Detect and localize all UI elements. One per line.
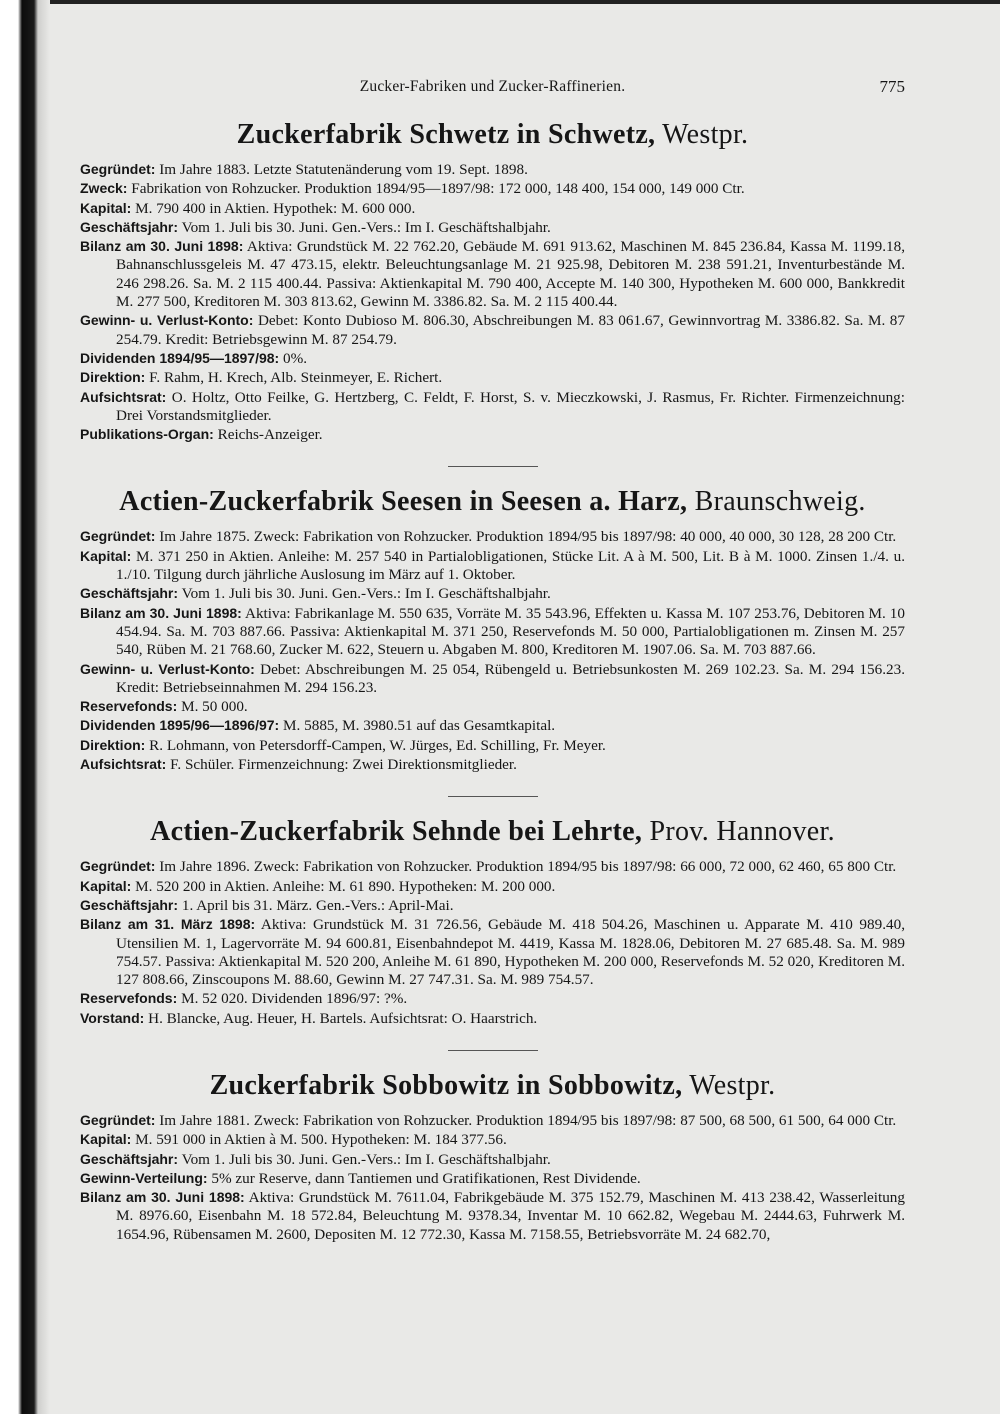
entry-label: Direktion: — [80, 369, 146, 386]
entry-text: O. Holtz, Otto Feilke, G. Hertzberg, C. Feldt, F. Horst, S. v. Mieczkowski, J. Rasmus, Fr. Richter. Firmenzeichnung: Drei Vorstandsmitglieder. — [116, 388, 905, 424]
scan-top-edge — [50, 0, 1000, 4]
running-head — [80, 70, 905, 104]
entry-label: Publikations-Organ: — [80, 426, 214, 443]
entry-label: Geschäftsjahr: — [80, 585, 179, 602]
entry-paragraph — [80, 755, 905, 774]
entry-label: Geschäftsjahr: — [80, 1150, 179, 1167]
entry-text: M. 520 200 in Aktien. Anleihe: M. 61 890. Hypotheken: M. 200 000. — [131, 877, 556, 895]
entry-paragraph — [80, 349, 905, 368]
company-section — [80, 1069, 905, 1244]
entry-label: Reservefonds: — [80, 990, 178, 1007]
entry-label: Bilanz am 30. Juni 1898: — [80, 1189, 245, 1206]
entry-label: Aufsichtsrat: — [80, 756, 167, 773]
entry-text: 5% zur Reserve, dann Tantiemen und Gratifikationen, Rest Dividende. — [207, 1169, 641, 1187]
entry-text: Debet: Abschreibungen M. 25 054, Rübengeld u. Betriebsunkosten M. 269 102.23. Sa. M. 294 156.23. Kredit: Betriebseinnahmen M. 294 156.23. — [116, 660, 905, 696]
company-location: Prov. Hannover. — [642, 816, 835, 848]
company-name: Zuckerfabrik Schwetz in Schwetz, — [236, 119, 656, 150]
company-location: Westpr. — [655, 119, 749, 150]
entry-text: Aktiva: Fabrikanlage M. 550 635, Vorräte M. 35 543.96, Effekten u. Kassa M. 107 253.76, Debitoren M. 10 454.94. Sa. M. 703 887.66. Passiva: Aktienkapital M. 371 250, Reservefonds M. 50 000, Partialobligationen m. Zinsen M. 257 540, Rüben M. 21 768.60, Zucker M. 622, Steuern u. Abgaben M. 800, Kreditoren M. 1907.06. Sa. M. 703 887.66. — [116, 604, 905, 659]
entry-text: R. Lohmann, von Petersdorff-Campen, W. Jürges, Ed. Schilling, Fr. Meyer. — [145, 736, 606, 754]
scan-margin-edge — [0, 0, 50, 1414]
entry-text: Vom 1. Juli bis 30. Juni. Gen.-Vers.: Im I. Geschäftshalbjahr. — [178, 1150, 551, 1168]
company-title — [80, 118, 905, 152]
entry-label: Bilanz am 30. Juni 1898: — [80, 604, 242, 621]
entry-text: Im Jahre 1881. Zweck: Fabrikation von Rohzucker. Produktion 1894/95 bis 1897/98: 87 500, 68 500, 61 500, 64 000 Ctr. — [155, 1111, 897, 1129]
company-section — [80, 815, 905, 1028]
entry-label: Aufsichtsrat: — [80, 388, 167, 405]
entry-label: Kapital: — [80, 199, 132, 216]
page-number: 775 — [879, 77, 905, 96]
entry-paragraph — [80, 1009, 905, 1028]
entry-label: Gegründet: — [80, 858, 156, 875]
entry-label: Gewinn-Verteilung: — [80, 1169, 208, 1186]
entry-paragraph — [80, 604, 905, 660]
entry-paragraph — [80, 160, 905, 179]
entry-label: Bilanz am 31. März 1898: — [80, 916, 256, 933]
entry-label: Kapital: — [80, 877, 132, 894]
entry-paragraph — [80, 877, 905, 896]
entry-label: Kapital: — [80, 547, 132, 564]
entry-label: Direktion: — [80, 736, 146, 753]
entry-text: M. 52 020. Dividenden 1896/97: ?%. — [177, 990, 408, 1008]
entry-paragraph — [80, 388, 905, 426]
entry-paragraph — [80, 199, 905, 218]
entry-paragraph — [80, 368, 905, 387]
section-divider — [448, 1050, 538, 1051]
entry-paragraph — [80, 736, 905, 755]
entry-paragraph — [80, 1130, 905, 1149]
entry-label: Gegründet: — [80, 528, 156, 545]
entry-paragraph — [80, 311, 905, 349]
entry-paragraph — [80, 660, 905, 698]
entry-text: Aktiva: Grundstück M. 7611.04, Fabrikgebäude M. 375 152.79, Maschinen M. 413 238.42, Wasserleitung M. 8976.60, Eisenbahn M. 18 572.84, Beleuchtung M. 9378.34, Inventar M. 10 662.82, Wegebau M. 2444.63, Fuhrwerk M. 1654.96, Rübensamen M. 2600, Depositen M. 12 772.30, Kassa M. 7158.55, Betriebsvorräte M. 24 682.70, — [116, 1189, 905, 1243]
entry-text: Im Jahre 1875. Zweck: Fabrikation von Rohzucker. Produktion 1894/95 bis 1897/98: 40 000, 40 000, 30 128, 28 200 Ctr. — [155, 528, 897, 546]
entry-paragraph — [80, 1169, 905, 1188]
company-section — [80, 118, 905, 444]
entry-label: Vorstand: — [80, 1009, 145, 1026]
entry-label: Gewinn- u. Verlust-Konto: — [80, 312, 254, 329]
entry-text: 1. April bis 31. März. Gen.-Vers.: April-Mai. — [178, 896, 454, 914]
entry-label: Gegründet: — [80, 161, 156, 177]
entry-paragraph — [80, 179, 905, 198]
entry-paragraph — [80, 1188, 905, 1244]
company-title — [80, 485, 905, 519]
entry-text: F. Schüler. Firmenzeichnung: Zwei Direktionsmitglieder. — [166, 756, 517, 774]
entry-label: Geschäftsjahr: — [80, 896, 179, 913]
entry-paragraph — [80, 1150, 905, 1169]
entry-text: M. 591 000 in Aktien à M. 500. Hypotheken: M. 184 377.56. — [131, 1131, 507, 1149]
entry-text: M. 50 000. — [177, 698, 248, 716]
entry-label: Geschäftsjahr: — [80, 218, 179, 235]
entry-paragraph — [80, 425, 905, 444]
entry-text: Aktiva: Grundstück M. 31 726.56, Gebäude M. 418 504.26, Maschinen u. Apparate M. 410 989.40, Utensilien M. 1, Lagervorräte M. 94 600.81, Eisenbahndepot M. 4419, Kassa M. 1828.06, Debitoren M. 27 685.48. Sa. M. 989 754.57. Passiva: Aktienkapital M. 520 200, Anleihe M. 61 890, Hypotheken M. 200 000, Reservefonds M. 52 020, Kreditoren M. 127 808.66, Zinscoupons M. 88.60, Gewinn M. 27 747.31. Sa. M. 989 754.57. — [116, 916, 905, 989]
entry-text: Im Jahre 1896. Zweck: Fabrikation von Rohzucker. Produktion 1894/95 bis 1897/98: 66 000, 72 000, 62 460, 65 800 Ctr. — [155, 858, 897, 876]
entry-label: Reservefonds: — [80, 698, 178, 715]
entry-paragraph — [80, 1111, 905, 1130]
entry-text: Reichs-Anzeiger. — [213, 426, 323, 444]
entry-paragraph — [80, 547, 905, 585]
entry-paragraph — [80, 237, 905, 311]
entry-text: M. 371 250 in Aktien. Anleihe: M. 257 540 in Partialobligationen, Stücke Lit. A à M. 500, Lit. B à M. 1000. Zinsen 1./4. u. 1./10. Tilgung durch jährliche Auslosung im März auf 1. Oktober. — [116, 547, 905, 584]
entry-text: 0%. — [279, 349, 308, 367]
entry-text: Im Jahre 1883. Letzte Statutenänderung vom 19. Sept. 1898. — [155, 161, 528, 178]
entry-paragraph — [80, 896, 905, 915]
entry-paragraph — [80, 527, 905, 546]
entry-label: Gewinn- u. Verlust-Konto: — [80, 660, 255, 677]
document-page — [80, 70, 905, 1244]
entry-text: Vom 1. Juli bis 30. Juni. Gen.-Vers.: Im I. Geschäftshalbjahr. — [178, 218, 551, 236]
entry-paragraph — [80, 584, 905, 603]
entry-text: F. Rahm, H. Krech, Alb. Steinmeyer, E. Richert. — [145, 369, 443, 387]
entry-label: Kapital: — [80, 1131, 132, 1148]
entry-text: Fabrikation von Rohzucker. Produktion 1894/95—1897/98: 172 000, 148 400, 154 000, 149 000 Ctr. — [127, 180, 745, 198]
entry-text: Debet: Konto Dubioso M. 806.30, Abschreibungen M. 83 061.67, Gewinnvortrag M. 3386.82. Sa. M. 87 254.79. Kredit: Betriebsgewinn M. 87 254.79. — [116, 312, 905, 348]
company-section — [80, 485, 905, 774]
entry-text: H. Blancke, Aug. Heuer, H. Bartels. Aufsichtsrat: O. Haarstrich. — [144, 1009, 538, 1027]
entry-label: Dividenden 1895/96—1896/97: — [80, 717, 280, 734]
company-title — [80, 1069, 905, 1103]
entry-paragraph — [80, 915, 905, 989]
entry-text: Aktiva: Grundstück M. 22 762.20, Gebäude M. 691 913.62, Maschinen M. 845 236.84, Kassa M. 1199.18, Bahnanschlussgeleis M. 47 473.15, elektr. Beleuchtungsanlage M. 21 925.98, Debitoren M. 238 591.21, Inventurbestände M. 246 298.26. Sa. M. 2 115 400.44. Passiva: Aktienkapital M. 790 400, Accepte M. 140 300, Hypotheken M. 600 000, Bankkredit M. 277 500, Kreditoren M. 303 813.62, Gewinn M. 3386.82. Sa. M. 2 115 400.44. — [116, 238, 905, 311]
entry-label: Zweck: — [80, 180, 128, 197]
entry-paragraph — [80, 697, 905, 716]
company-name: Actien-Zuckerfabrik Sehnde bei Lehrte, — [150, 816, 643, 848]
company-location: Braunschweig. — [687, 486, 866, 518]
section-divider — [448, 466, 538, 467]
entry-paragraph — [80, 857, 905, 876]
entry-text: M. 5885, M. 3980.51 auf das Gesamtkapital. — [279, 717, 556, 735]
company-name: Zuckerfabrik Sobbowitz in Sobbowitz, — [209, 1069, 683, 1101]
entry-paragraph — [80, 989, 905, 1008]
sections-container — [80, 118, 905, 1244]
company-location: Westpr. — [682, 1069, 776, 1101]
entry-paragraph — [80, 218, 905, 237]
running-head-title: Zucker-Fabriken und Zucker-Raffinerien. — [359, 78, 626, 95]
entry-text: M. 790 400 in Aktien. Hypothek: M. 600 000. — [131, 199, 416, 217]
entry-label: Bilanz am 30. Juni 1898: — [80, 238, 244, 255]
entry-label: Gegründet: — [80, 1111, 156, 1128]
entry-label: Dividenden 1894/95—1897/98: — [80, 349, 280, 366]
entry-text: Vom 1. Juli bis 30. Juni. Gen.-Vers.: Im I. Geschäftshalbjahr. — [178, 585, 551, 603]
company-title — [80, 815, 905, 849]
entry-paragraph — [80, 716, 905, 735]
company-name: Actien-Zuckerfabrik Seesen in Seesen a. Harz, — [119, 486, 688, 518]
section-divider — [448, 796, 538, 797]
